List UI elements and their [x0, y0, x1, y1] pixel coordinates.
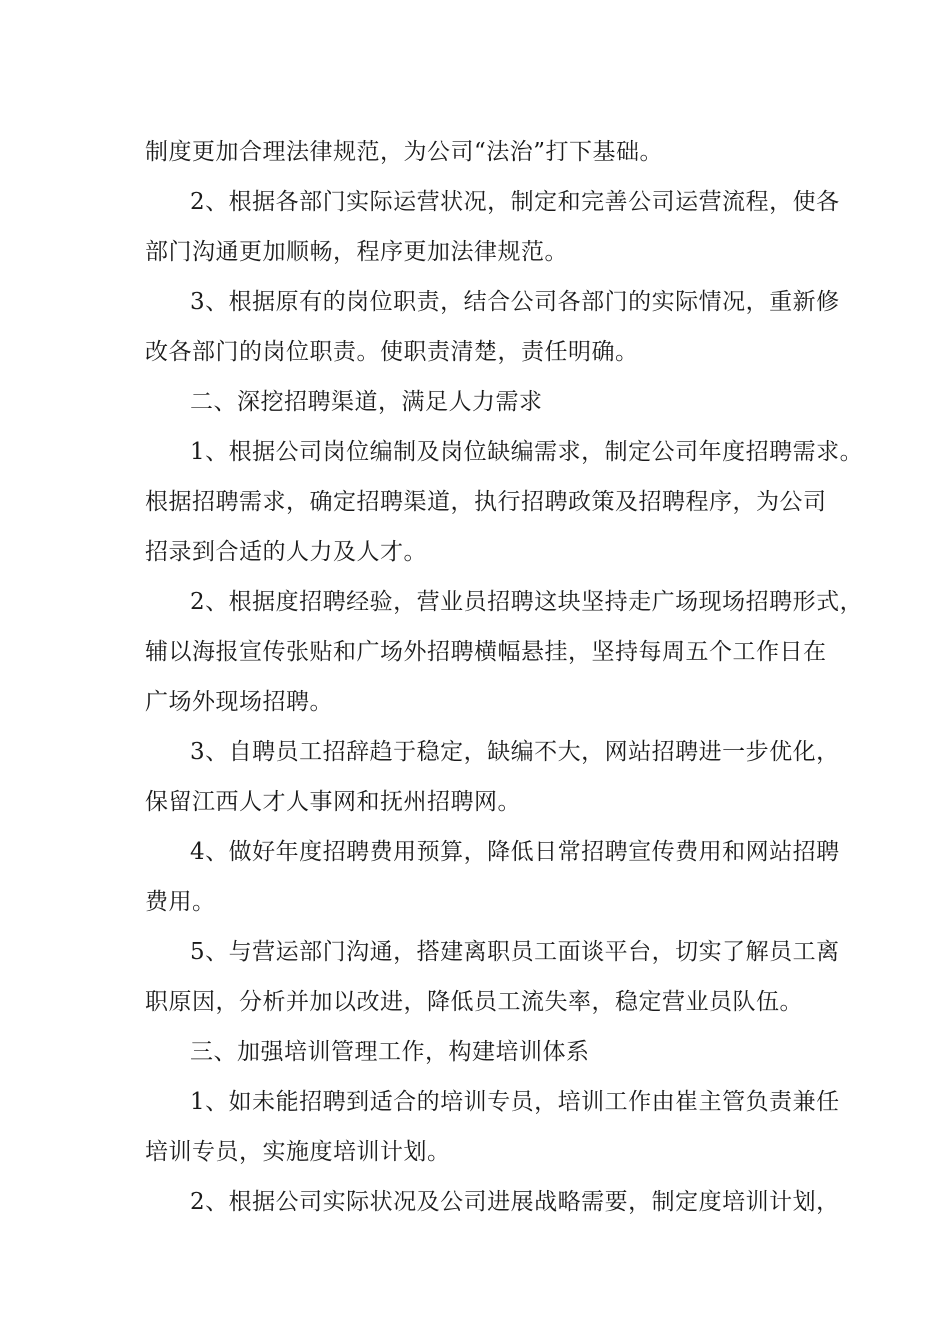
text-line: 根据招聘需求，确定招聘渠道，执行招聘政策及招聘程序，为公司 [145, 489, 827, 515]
text-line: 2、根据度招聘经验，营业员招聘这块坚持走广场现场招聘形式， [190, 589, 864, 615]
text-line: 招录到合适的人力及人才。 [145, 539, 427, 565]
text-line: 1、根据公司岗位编制及岗位缺编需求，制定公司年度招聘需求。 [190, 439, 864, 465]
text-line: 5、与营运部门沟通，搭建离职员工面谈平台，切实了解员工离 [190, 939, 840, 965]
text-line: 2、根据各部门实际运营状况，制定和完善公司运营流程，使各 [190, 189, 840, 215]
text-line: 1、如未能招聘到适合的培训专员，培训工作由崔主管负责兼任 [190, 1089, 840, 1115]
text-line: 保留江西人才人事网和抚州招聘网。 [145, 789, 521, 815]
text-line: 部门沟通更加顺畅，程序更加法律规范。 [145, 239, 568, 265]
text-line: 改各部门的岗位职责。使职责清楚，责任明确。 [145, 339, 639, 365]
text-line: 3、根据原有的岗位职责，结合公司各部门的实际情况，重新修 [190, 289, 840, 315]
text-line: 制度更加合理法律规范，为公司“法治”打下基础。 [145, 139, 664, 165]
text-line: 4、做好年度招聘费用预算，降低日常招聘宣传费用和网站招聘 [190, 839, 840, 865]
text-line: 费用。 [145, 889, 216, 915]
text-line: 广场外现场招聘。 [145, 689, 333, 715]
text-line: 3、自聘员工招辞趋于稳定，缺编不大，网站招聘进一步优化， [190, 739, 840, 765]
text-line: 培训专员，实施度培训计划。 [145, 1139, 451, 1165]
section-heading: 二、深挖招聘渠道，满足人力需求 [190, 389, 543, 415]
section-heading: 三、加强培训管理工作，构建培训体系 [190, 1039, 590, 1065]
text-line: 辅以海报宣传张贴和广场外招聘横幅悬挂，坚持每周五个工作日在 [145, 639, 827, 665]
text-line: 职原因，分析并加以改进，降低员工流失率，稳定营业员队伍。 [145, 989, 803, 1015]
text-line: 2、根据公司实际状况及公司进展战略需要，制定度培训计划， [190, 1189, 840, 1215]
